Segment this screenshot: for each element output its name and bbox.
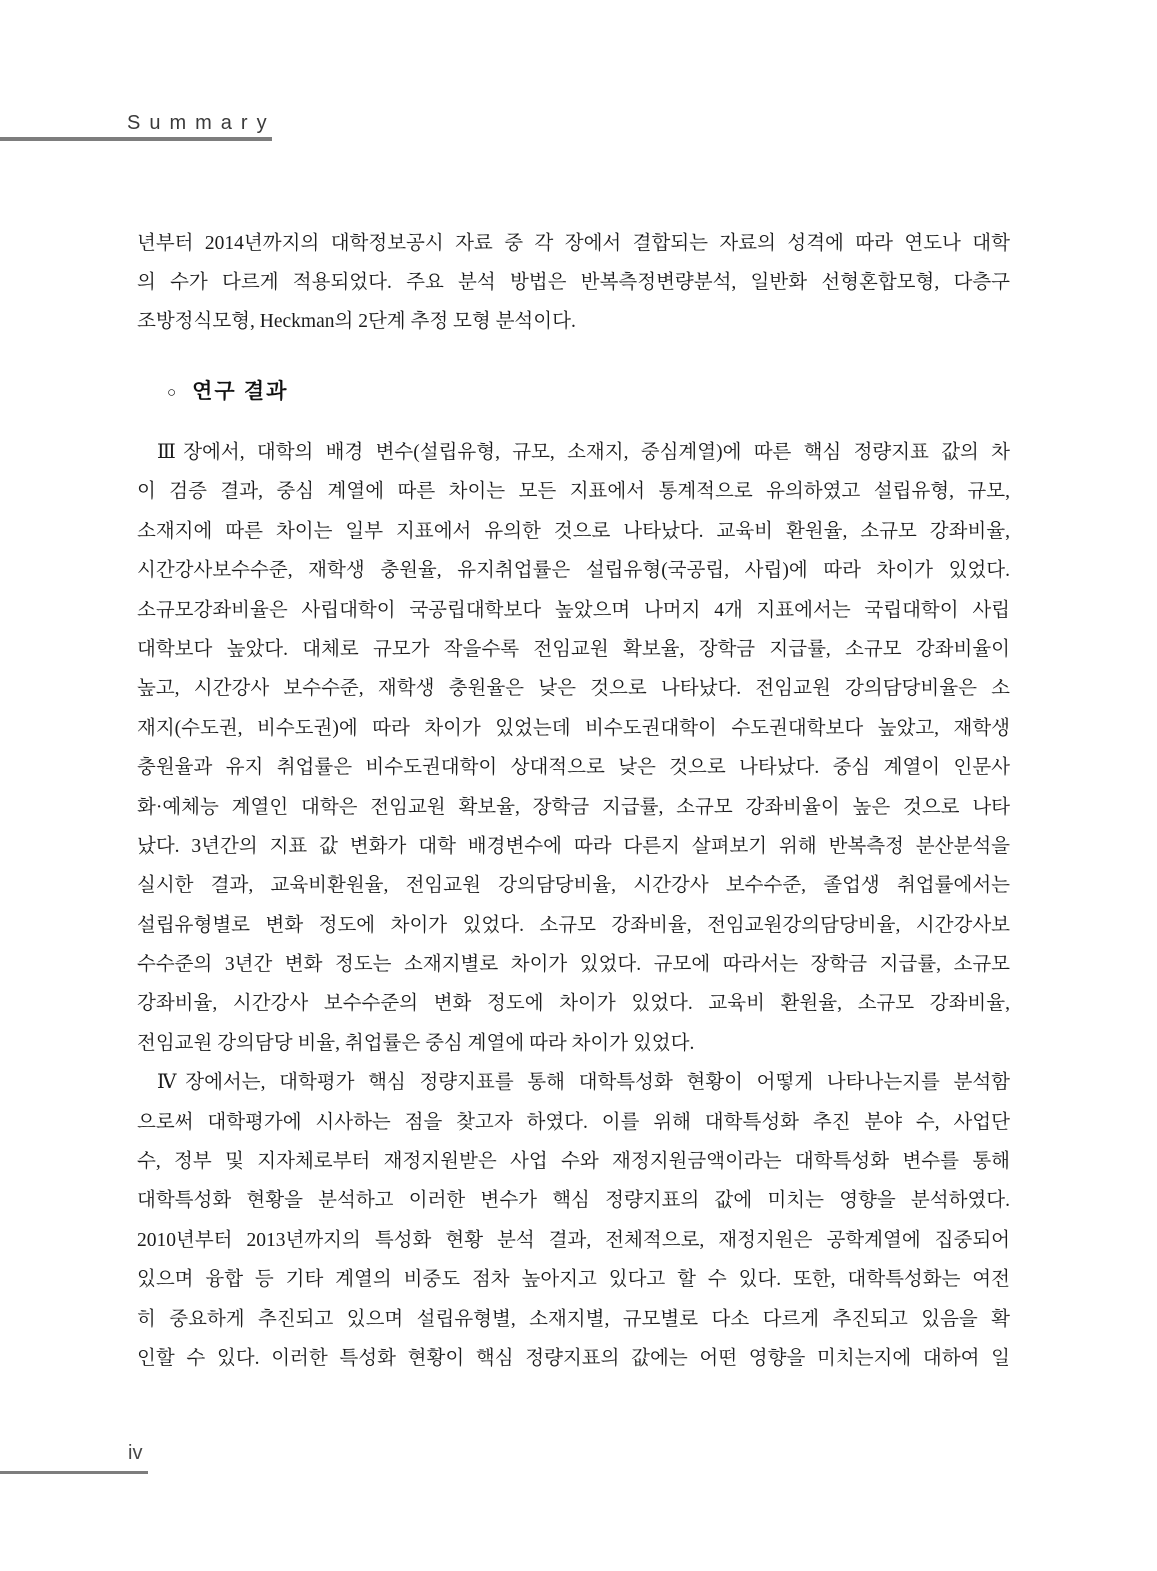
text-line: 실시한 결과, 교육비환원율, 전임교원 강의담당비율, 시간강사 보수수준, 졸업생 취업률에서는 xyxy=(137,875,1010,897)
text-line: 2010년부터 2013년까지의 특성화 현황 분석 결과, 전체적으로, 재정지원은 공학계열에 집중되어 xyxy=(137,1229,1010,1251)
paragraph-intro xyxy=(137,224,1010,341)
body-text xyxy=(137,433,1010,1378)
page-number: iv xyxy=(128,1442,143,1464)
text-line: 났다. 3년간의 지표 값 변화가 대학 배경변수에 따라 다른지 살펴보기 위해 반복측정 분산분석을 xyxy=(137,835,1010,857)
text-line: Ⅲ장에서, 대학의 배경 변수(설립유형, 규모, 소재지, 중심계열)에 따른 핵심 정량지표 값의 차 xyxy=(157,442,1010,463)
text-line: 충원율과 유지 취업률은 비수도권대학이 상대적으로 낮은 것으로 나타났다. 중심 계열이 인문사 xyxy=(137,757,1010,779)
paragraph-chapter3 xyxy=(137,433,1010,1063)
text-line: Ⅳ장에서는, 대학평가 핵심 정량지표를 통해 대학특성화 현황이 어떻게 나타나는지를 분석함 xyxy=(157,1072,1010,1094)
text-line: 높고, 시간강사 보수수준, 재학생 충원율은 낮은 것으로 나타났다. 전임교원 강의담당비율은 소 xyxy=(137,678,1010,700)
section-heading-label: 연구 결과 xyxy=(192,379,289,403)
text-line: 년부터 2014년까지의 대학정보공시 자료 중 각 장에서 결합되는 자료의 성격에 따라 연도나 대학 xyxy=(137,233,1010,254)
text-line: 인할 수 있다. 이러한 특성화 현황이 핵심 정량지표의 값에는 어떤 영향을 미치는지에 대하여 일 xyxy=(137,1347,1010,1369)
text-line: 조방정식모형, Heckman의 2단계 추정 모형 분석이다. xyxy=(137,311,576,332)
text-line: 소규모강좌비율은 사립대학이 국공립대학보다 높았으며 나머지 4개 지표에서는 국립대학이 사립 xyxy=(137,599,1010,621)
text-line: 설립유형별로 변화 정도에 차이가 있었다. 소규모 강좌비율, 전임교원강의담당비율, 시간강사보 xyxy=(137,914,1010,936)
text-line: 수수준의 3년간 변화 정도는 소재지별로 차이가 있었다. 규모에 따라서는 장학금 지급률, 소규모 xyxy=(137,954,1010,976)
text-line: 전임교원 강의담당 비율, 취업률은 중심 계열에 따라 차이가 있었다. xyxy=(137,1032,695,1054)
header-rule xyxy=(0,137,272,141)
running-header-title: Summary xyxy=(127,112,276,134)
text-line: 시간강사보수수준, 재학생 충원율, 유지취업률은 설립유형(국공립, 사립)에 따라 차이가 있었다. xyxy=(137,560,1010,582)
text-line: 으로써 대학평가에 시사하는 점을 찾고자 하였다. 이를 위해 대학특성화 추진 분야 수, 사업단 xyxy=(137,1111,1010,1133)
section-heading xyxy=(137,372,1010,411)
text-line: 소재지에 따른 차이는 일부 지표에서 유의한 것으로 나타났다. 교육비 환원율, 소규모 강좌비율, xyxy=(137,520,1010,542)
circle-bullet-icon: ○ xyxy=(167,385,177,401)
text-line: 재지(수도권, 비수도권)에 따라 차이가 있었는데 비수도권대학이 수도권대학보다 높았고, 재학생 xyxy=(137,717,1010,739)
text-line: 대학보다 높았다. 대체로 규모가 작을수록 전임교원 확보율, 장학금 지급률, 소규모 강좌비율이 xyxy=(137,638,1010,660)
page-content xyxy=(137,224,1010,1378)
footer-rule xyxy=(0,1471,148,1474)
paragraph-chapter4 xyxy=(137,1063,1010,1378)
text-line: 수, 정부 및 지자체로부터 재정지원받은 사업 수와 재정지원금액이라는 대학특성화 변수를 통해 xyxy=(137,1151,1010,1173)
text-line: 이 검증 결과, 중심 계열에 따른 차이는 모든 지표에서 통계적으로 유의하였고 설립유형, 규모, xyxy=(137,481,1010,503)
text-line: 있으며 융합 등 기타 계열의 비중도 점차 높아지고 있다고 할 수 있다. 또한, 대학특성화는 여전 xyxy=(137,1269,1010,1291)
text-line: 화·예체능 계열인 대학은 전임교원 확보율, 장학금 지급률, 소규모 강좌비율이 높은 것으로 나타 xyxy=(137,796,1010,818)
text-line: 히 중요하게 추진되고 있으며 설립유형별, 소재지별, 규모별로 다소 다르게 추진되고 있음을 확 xyxy=(137,1308,1010,1330)
text-line: 대학특성화 현황을 분석하고 이러한 변수가 핵심 정량지표의 값에 미치는 영향을 분석하였다. xyxy=(137,1190,1010,1212)
text-line: 강좌비율, 시간강사 보수수준의 변화 정도에 차이가 있었다. 교육비 환원율, 소규모 강좌비율, xyxy=(137,993,1010,1015)
text-line: 의 수가 다르게 적용되었다. 주요 분석 방법은 반복측정변량분석, 일반화 선형혼합모형, 다층구 xyxy=(137,272,1010,293)
